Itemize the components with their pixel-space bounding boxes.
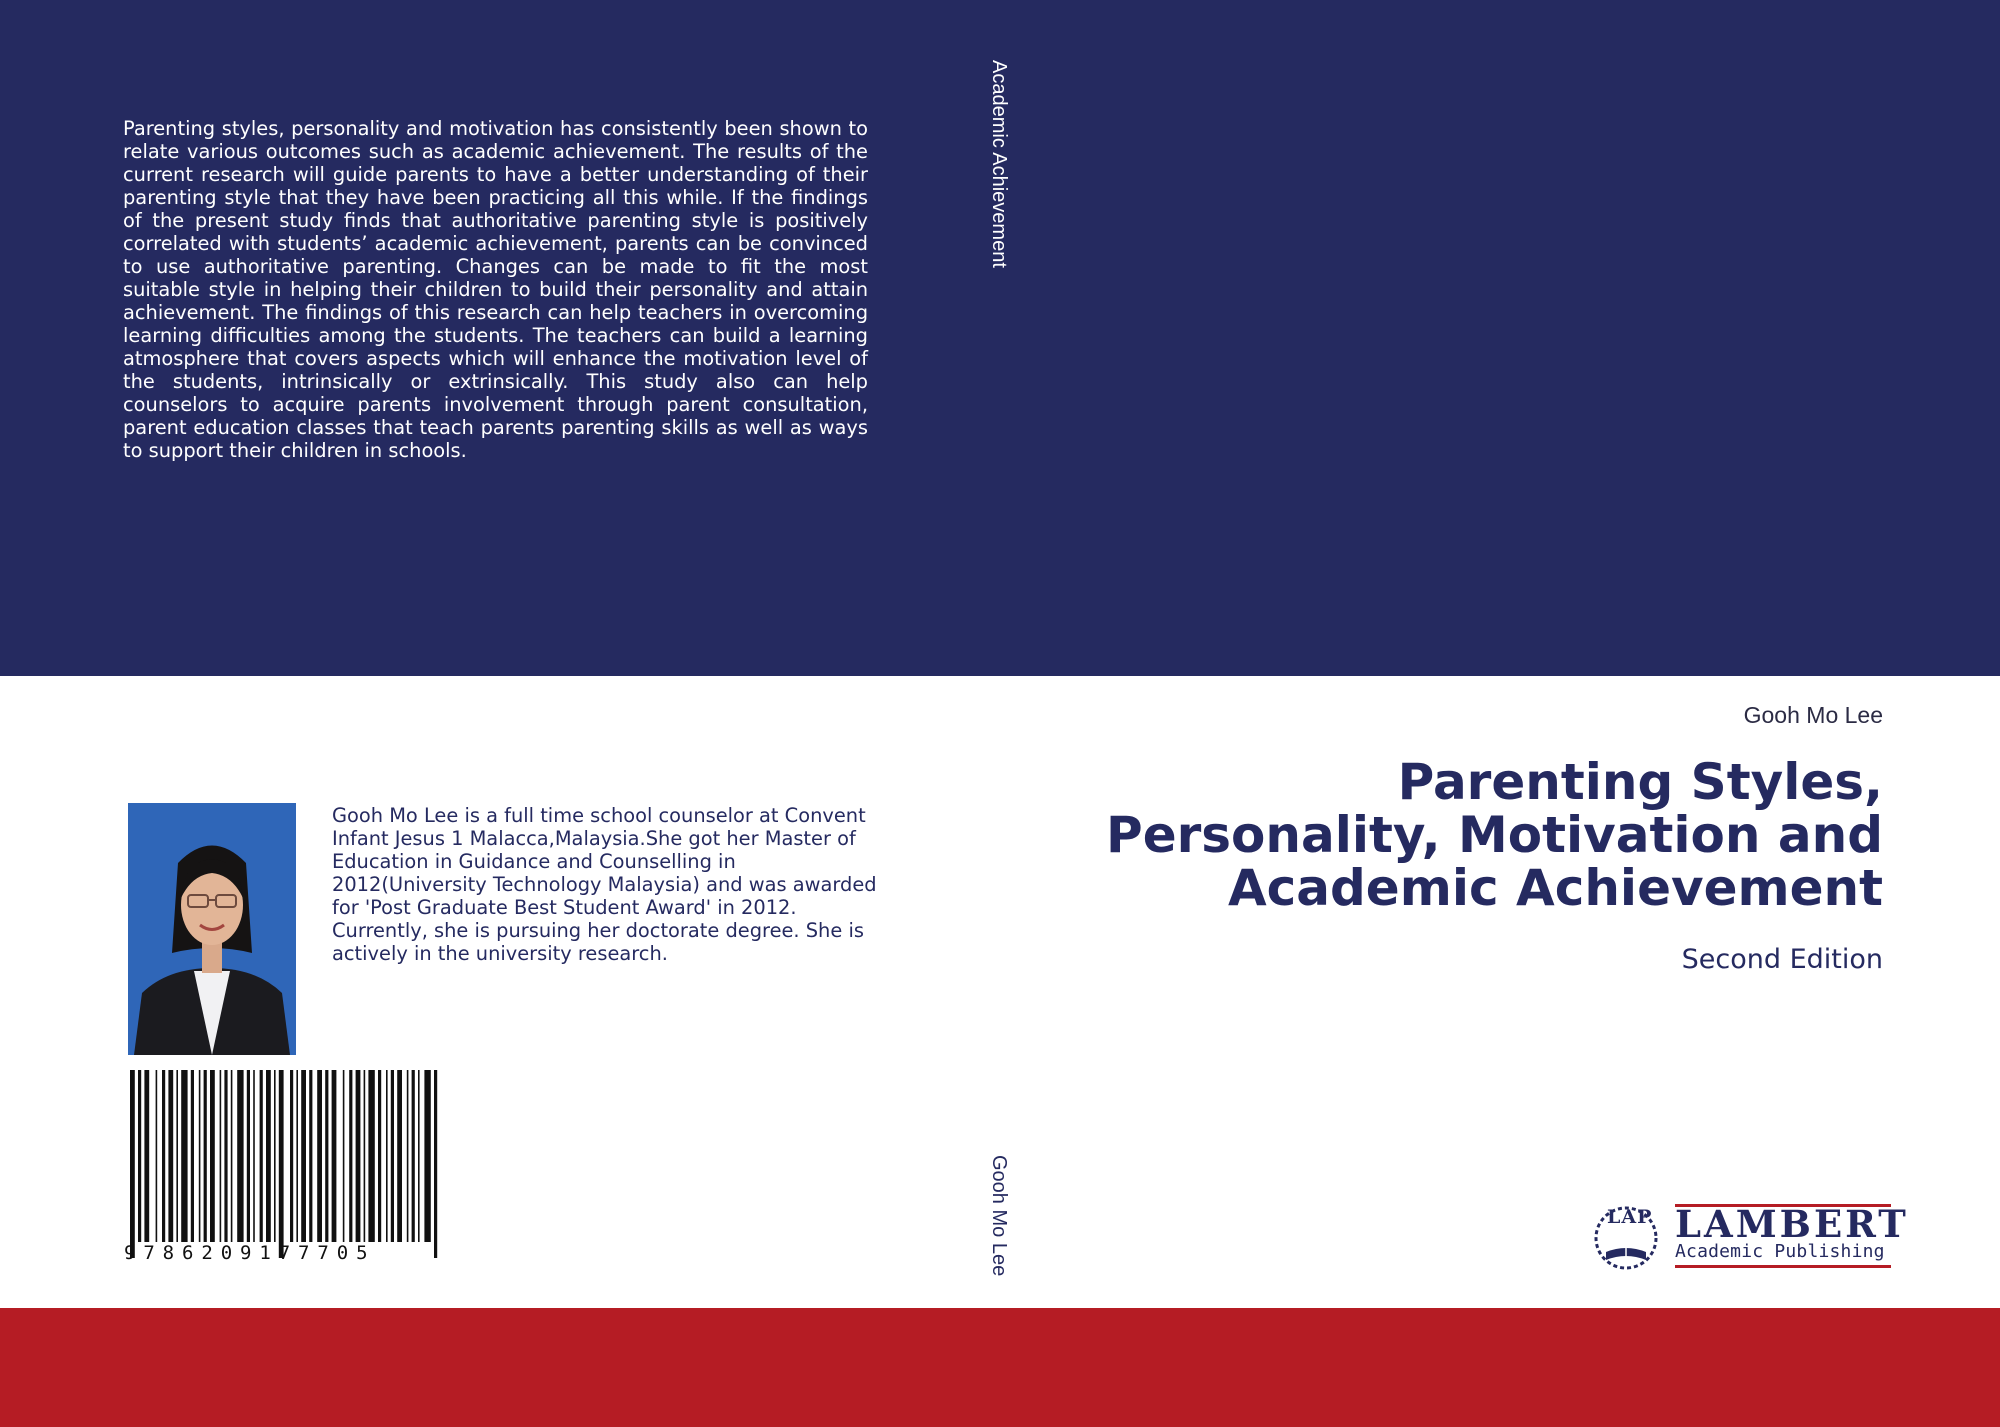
barcode-bar [247,1070,250,1242]
barcode-bar [224,1070,227,1242]
publisher-tagline: Academic Publishing [1675,1241,1885,1262]
bottom-red-band [0,1308,2000,1427]
barcode-bar [368,1070,374,1242]
barcode-bar [144,1070,149,1242]
barcode-bar [162,1070,165,1242]
barcode-bar [386,1070,388,1242]
book-title [983,753,1883,917]
barcode-bar [290,1070,293,1242]
barcode-bar [332,1070,337,1242]
spine-author: Gooh Mo Lee [988,1155,1010,1277]
author-bio: Gooh Mo Lee is a full time school counselor at Convent Infant Jesus 1 Malacca,Malaysia.She got her Master of Education in Guidance and Counselling in 2012(University Technology Malaysia) and was awarded for 'Post Graduate Best Student Award' in 2012. Currently, she is pursuing her doctorate degree. She is actively in the university research. [332,804,877,965]
barcode-bar [356,1070,361,1242]
barcode-bar [343,1070,345,1242]
barcode-bar [364,1070,366,1242]
spine-title: Academic Achievement [988,60,1010,268]
barcode-bar [260,1070,263,1242]
isbn-digits: 9786209177705 [124,1242,376,1264]
barcode-bar [130,1070,135,1258]
barcode-bar [181,1070,187,1242]
book-title-line: Personality, Motivation and [1106,806,1883,864]
barcode-bar [266,1070,271,1242]
barcode-bar [407,1070,409,1242]
back-cover-blurb: Parenting styles, personality and motivation has consistently been shown to relate various outcomes such as academic achievement. The results of the current research will guide parents to have a better understanding of their parenting style that they have been practicing all this while. If the findings of the present study finds that authoritative parenting style is positively correlated with students’ academic achievement, parents can be convinced to use authoritative parenting. Changes can be made to fit the most suitable style in helping their children to build their personality and attain achievement. The findings of this research can help teachers in overcoming learning difficulties among the students. The teachers can build a learning atmosphere that covers aspects which will enhance the motivation level of the students, intrinsically or extrinsically. This study also can help counselors to acquire parents involvement through parent consultation, parent education classes that teach parents parenting skills as well as ways to support their children in schools. [123,117,868,462]
barcode-bar [349,1070,352,1242]
book-title-line: Academic Achievement [1227,859,1883,917]
barcode-bar [220,1070,222,1242]
barcode-bar [156,1070,158,1242]
barcode-bar [301,1070,306,1242]
barcode-bar [418,1070,420,1242]
barcode-bar [391,1070,394,1242]
barcode-bar [210,1070,215,1242]
front-cover-author: Gooh Mo Lee [1743,702,1883,728]
barcode-bar [317,1070,322,1242]
barcode-bar [309,1070,312,1242]
publisher-badge: LAP [1607,1206,1653,1228]
barcode-bar [199,1070,201,1242]
barcode-bar [412,1070,415,1242]
barcode-bar [274,1070,276,1242]
barcode-bar [424,1070,430,1242]
barcode-bar [434,1070,437,1258]
book-edition: Second Edition [1681,944,1883,975]
barcode-bar [237,1070,243,1242]
author-photo [128,803,296,1055]
barcode-bar [397,1070,402,1242]
barcode-bar [138,1070,141,1242]
barcode-bar [296,1070,298,1242]
publisher-name: LAMBERT [1675,1202,1909,1246]
publisher-rule-bottom [1675,1265,1891,1268]
barcode-bar [204,1070,207,1242]
book-title-line: Parenting Styles, [1397,753,1883,811]
barcode-bar [253,1070,255,1242]
isbn-barcode [124,1070,444,1265]
barcode-bar [325,1070,328,1242]
barcode-bar [378,1070,381,1242]
barcode-bar [231,1070,233,1242]
barcode-bar [168,1070,173,1242]
barcode-bar [191,1070,194,1242]
barcode-bar [279,1070,284,1258]
barcode-bar [176,1070,178,1242]
